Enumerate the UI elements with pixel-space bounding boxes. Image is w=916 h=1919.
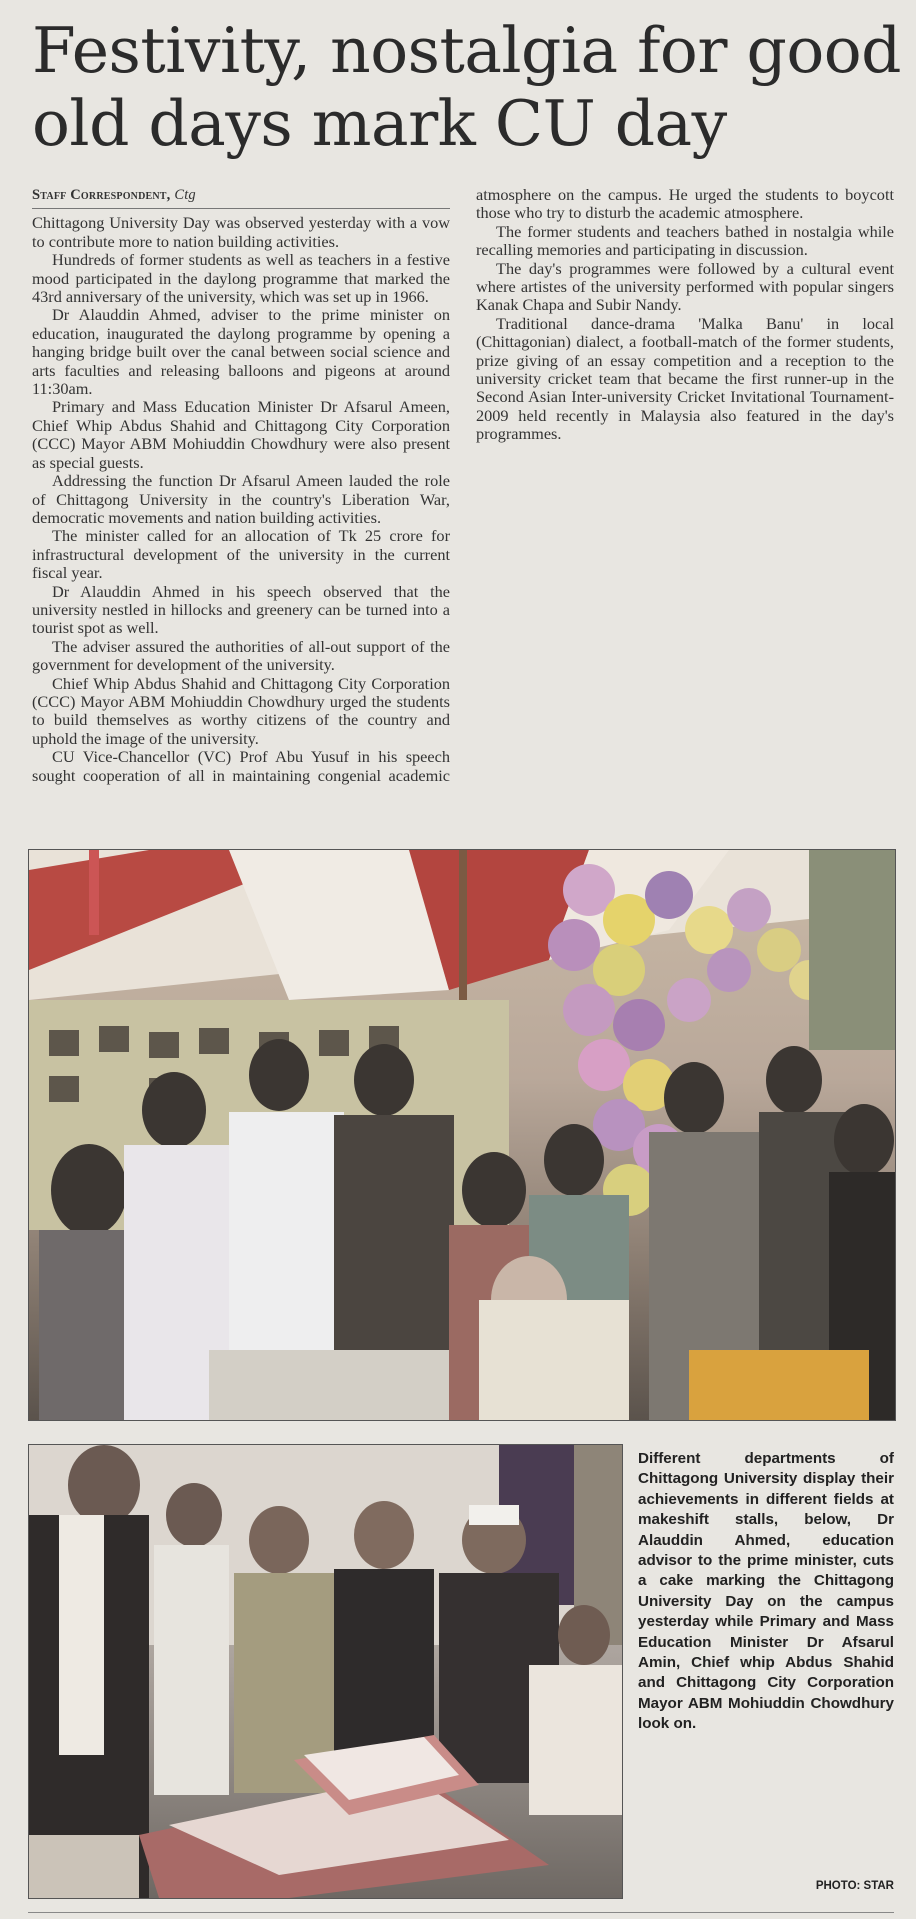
headline: Festivity, nostalgia for good old days mark CU day bbox=[32, 14, 902, 160]
paragraph: Addressing the function Dr Afsarul Ameen lauded the role of Chittagong University in the country's Liberation War, democratic movements and nation building activities. bbox=[32, 471, 450, 527]
photo-caption: Different departments of Chittagong University display their achievements in different fields at makeshift stalls, below, Dr Alauddin Ahmed, education advisor to the prime minister, cuts a cake marking the Chittagong University Day on the campus yesterday while Primary and Mass Education Minister Dr Afsarul Amin, Chief whip Abdus Shahid and Chittagong City Corporation Mayor ABM Mohiuddin Chowdhury look on. bbox=[638, 1450, 894, 1733]
paragraph: The minister called for an allocation of Tk 25 crore for infrastructural development of the university in the current fiscal year. bbox=[32, 526, 450, 583]
photo-cake-illustration bbox=[29, 1445, 622, 1898]
paragraph: Dr Alauddin Ahmed in his speech observed that the university nestled in hillocks and greenery can be turned into a tourist spot as well. bbox=[32, 581, 450, 638]
photo-stalls-illustration bbox=[29, 850, 895, 1420]
photo-stalls bbox=[28, 849, 896, 1421]
paragraph: The adviser assured the authorities of all-out support of the government for development of the university. bbox=[32, 636, 450, 675]
byline-location: Ctg bbox=[174, 187, 196, 203]
byline-author: Staff Correspondent, bbox=[32, 187, 171, 203]
paragraph: Chittagong University Day was observed yesterday with a vow to contribute more to nation building activities. bbox=[32, 213, 450, 251]
paragraph: The day's programmes were followed by a cultural event where artistes of the university performed with popular singers Kanak Chapa and Subir Nandy. bbox=[476, 258, 894, 315]
article-body bbox=[32, 186, 894, 818]
paragraph: Hundreds of former students as well as teachers in a festive mood participated in the daylong programme that marked the 43rd anniversary of the university, which was set up in 1966. bbox=[32, 250, 450, 307]
bottom-rule bbox=[28, 1912, 894, 1913]
paragraph: Dr Alauddin Ahmed, adviser to the prime minister on education, inaugurated the daylong programme by opening a hanging bridge built over the canal between social science and arts faculties and releasing balloons and pigeons at around 11:30am. bbox=[32, 305, 450, 399]
paragraph: CU Vice-Chancellor (VC) Prof Abu Yusuf in his speech sought cooperation of all in maintaining congenial academic atmosphere on the campus. He urged the students to boycott those who try to disturb the academic atmosphere. bbox=[32, 185, 894, 785]
paragraph: Traditional dance-drama 'Malka Banu' in local (Chittagonian) dialect, a football-match of the former students, prize giving of an essay competition and a reception to the university cricket team that became the first runner-up in the Second Asian Inter-university Cricket Invitational Tournament-2009 held recently in Malaysia also featured in the day's programmes. bbox=[476, 313, 894, 444]
photo-cake-cutting bbox=[28, 1444, 623, 1899]
paragraph: The former students and teachers bathed in nostalgia while recalling memories and participating in discussion. bbox=[476, 221, 894, 260]
byline bbox=[32, 186, 450, 209]
paragraph: Primary and Mass Education Minister Dr Afsarul Ameen, Chief Whip Abdus Shahid and Chittagong City Corporation (CCC) Mayor ABM Mohiuddin Chowdhury were also present as special guests. bbox=[32, 397, 450, 472]
photo-credit: PHOTO: STAR bbox=[815, 1880, 894, 1892]
paragraph: Chief Whip Abdus Shahid and Chittagong City Corporation (CCC) Mayor ABM Mohiuddin Chowdhury urged the students to build themselves as worthy citizens of the country and uphold the image of the university. bbox=[32, 673, 450, 748]
